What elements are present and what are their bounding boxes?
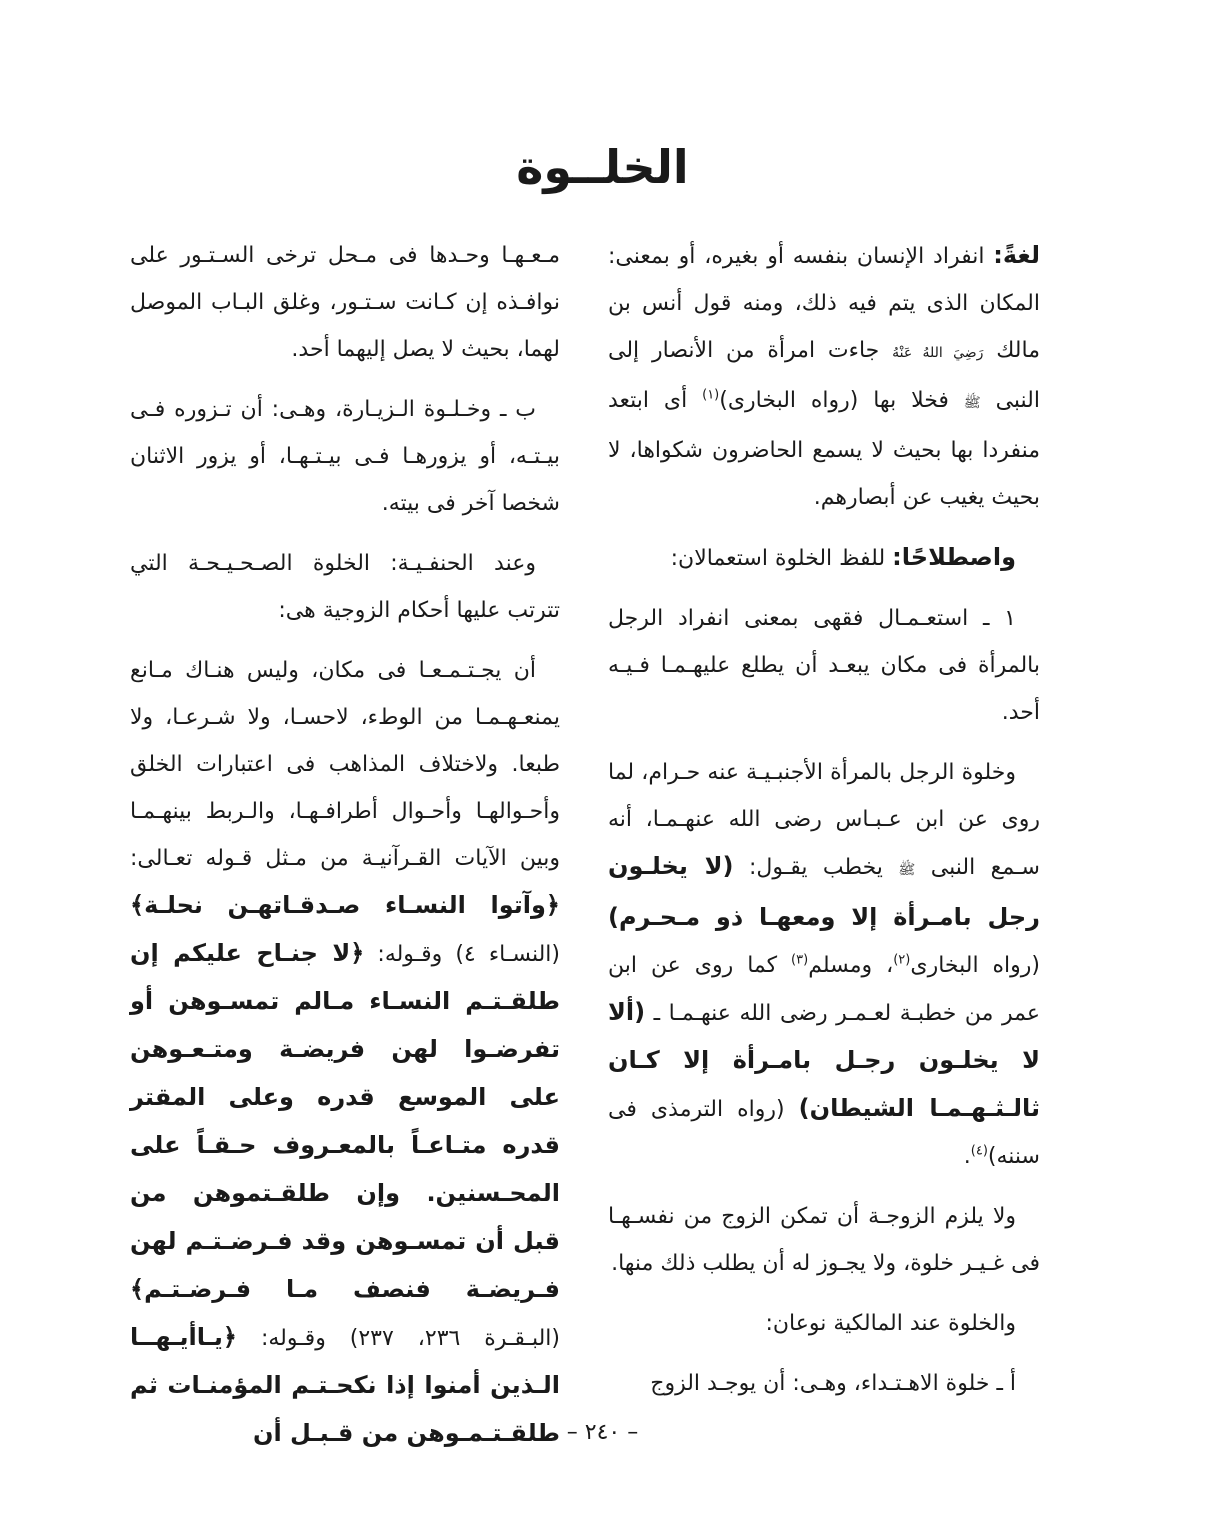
paragraph-usage-1: ١ ـ استعـمـال فقهى بمعنى انفراد الرجل بالمرأة فى مكان يبعـد أن يطلع عليهـمـا فـيـه أحد.	[608, 606, 1040, 725]
quran-verse-1: ﴿وآتوا النسـاء صـدقـاتهـن نحلـة﴾	[130, 891, 560, 919]
paragraph-lugha: لغةً: انفراد الإنسان بنفسه أو بغيره، أو بمعنى: المكان الذى يتم فيه ذلك، ومنه قول أنس بن مالك رَضِيَ اللهُ عَنْهُ جاءت امرأة من الأنصار إلى النبى ﷺ فخلا بها (رواه البخارى)$^{(١)}$ أى ابتعد منفردا بها بحيث لا يسمع الحاضرون شكواها، لا بحيث يغيب عن أبصارهم.	[608, 241, 1040, 510]
paragraph-obligation: ولا يلزم الزوجـة أن تمكن الزوج من نفسـهـا فى غـيـر خلوة، ولا يجـوز له أن يطلب ذلك منها.	[608, 1204, 1040, 1276]
page-title: الخلــوة	[516, 140, 689, 194]
term-istilahan: واصطلاحًا:	[892, 543, 1016, 571]
quran-verse-3: ﴿يـاأيـهــا الـذين أمنوا إذا نكحـتـم المؤمنـات ثم طلقـتـمـوهن من قـبـل أن	[130, 1323, 560, 1447]
honorific-saw: ﷺ	[963, 395, 981, 411]
quran-verse-2: ﴿لا جنـاح عليكم إن طلقـتـم النسـاء مـالم تمسـوهن أو تفرضـوا لهن فريضـة ومتـعـوهن على الموسع قدره وعلى المقتر قدره متـاعـاً بالمعـروف حـقـاً على المحـسنين. وإن طلقـتموهن من قبل أن تمسـوهن وقد فـرضـتـم لهن فـريضـة فنصف مـا فـرضـتـم﴾	[130, 939, 560, 1303]
honorific-radiallah: رَضِيَ اللهُ عَنْهُ	[892, 345, 984, 361]
paragraph-hanafi: وعند الحنفـيـة: الخلوة الصـحـيـحـة التي تترتب عليها أحكام الزوجية هى:	[130, 551, 560, 623]
paragraph-ihtida: أ ـ خلوة الاهـتـداء، وهـى: أن يوجـد الزوج	[650, 1371, 1016, 1396]
honorific-saw-2: ﷺ	[898, 862, 916, 878]
paragraph-quran: أن يجـتـمـعـا فى مكان، وليس هنـاك مـانع يمنعـهـمـا من الوطء، لاحسـا، ولا شـرعـا، ولا طبعا. ولاختلاف المذاهب فى اعتبارات الخلق وأحـوالهـا وأحـوال أطرافـهـا، والـربط بينهـمـا وبين الآيات القـرآنيـة من مـثل قـوله تعـالى: ﴿وآتوا النسـاء صـدقـاتهـن نحلـة﴾ (النسـاء ٤) وقـوله: ﴿لا جنـاح عليكم إن طلقـتـم النسـاء مـالم تمسـوهن أو تفرضـوا لهن فريضـة ومتـعـوهن على الموسع قدره وعلى المقتر قدره متـاعـاً بالمعـروف حـقـاً على المحـسنين. وإن طلقـتموهن من قبل أن تمسـوهن وقد فـرضـتـم لهن فـريضـة فنصف مـا فـرضـتـم﴾ (البـقـرة ٢٣٦، ٢٣٧) وقـوله: ﴿يـاأيـهــا الـذين أمنوا إذا نكحـتـم المؤمنـات ثم طلقـتـمـوهن من قـبـل أن	[130, 658, 561, 1447]
hadith-quote-2: (ألا لا يخلـون رجـل بامـرأة إلا كـان ثالـثـهـمـا الشيطان)	[608, 998, 1040, 1122]
paragraph-hadith: وخلوة الرجل بالمرأة الأجنبـيـة عنه حـرام، لما روى عن ابن عـبـاس رضى الله عنهـمـا، أنه سـمع النبى ﷺ يخطب يقـول: (لا يخلـون رجل بامـرأة إلا ومعهـا ذو مـحـرم) (رواه البخارى$^{(٢)}$، ومسلم$^{(٣)}$ كما روى عن ابن عمر من خطبـة لعـمـر رضى الله عنهـمـا ـ (ألا لا يخلـون رجـل بامـرأة إلا كـان ثالـثـهـمـا الشيطان) (رواه الترمذى فى سننه)$^{(٤)}$.	[608, 760, 1040, 1169]
term-lugha: لغةً:	[993, 241, 1040, 269]
paragraph-ziyara: ب ـ وخـلـوة الـزيـارة، وهـى: أن تـزوره فـى بيـتـه، أو يزورهـا فـى بيـتـهـا، أو يزور الاثنان شخصا آخر فى بيته.	[130, 397, 560, 516]
footnote-ref-4: (٤)	[970, 1143, 988, 1159]
right-column	[608, 232, 1040, 1420]
page-number: – ٢٤٠ –	[566, 1420, 639, 1445]
footnote-ref-3: (٣)	[791, 952, 809, 968]
left-column	[130, 232, 560, 1471]
hadith-quote-1: (لا يخلـون رجل بامـرأة إلا ومعهـا ذو مـحـرم)	[608, 852, 1040, 931]
paragraph-istilahan: واصطلاحًا: للفظ الخلوة استعمالان:	[670, 543, 1016, 571]
footnote-ref-1: (١)	[702, 387, 720, 403]
paragraph-continuation: مـعـهـا وحـدها فى مـحل ترخى السـتـور على نوافـذه إن كـانت سـتـور، وغلق البـاب الموصل لهما، بحيث لا يصل إليهما أحد.	[130, 243, 560, 362]
paragraph-maliki: والخلوة عند المالكية نوعان:	[765, 1311, 1016, 1336]
footnote-ref-2: (٢)	[893, 952, 911, 968]
